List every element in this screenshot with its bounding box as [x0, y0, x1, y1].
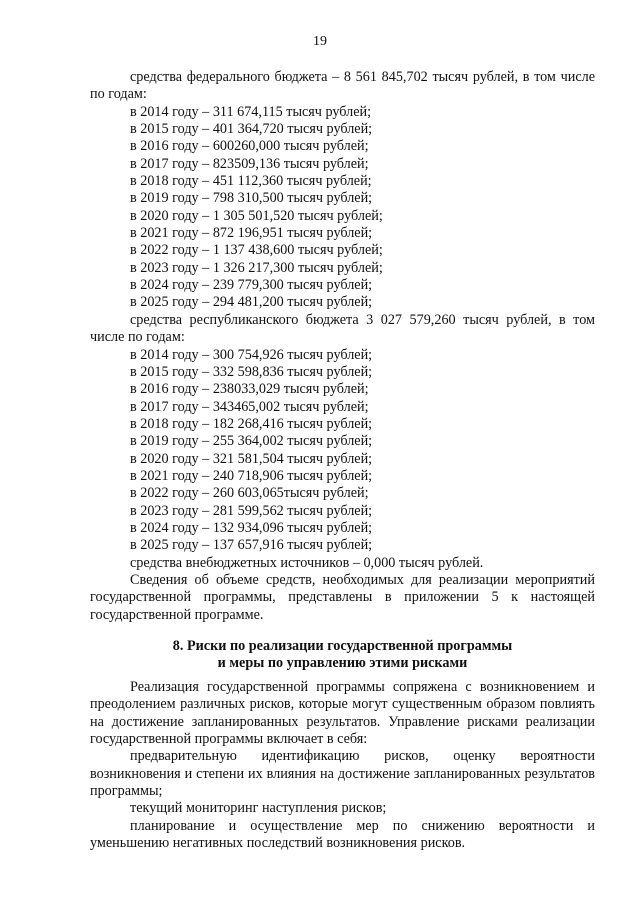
republic-budget-intro: средства республиканского бюджета 3 027 579,260 тысяч рублей, в том числе по годам: [90, 311, 595, 346]
word: идентификацию [261, 748, 360, 765]
word: планирование [130, 817, 215, 834]
list-item: в 2014 году – 300 754,926 тысяч рублей; [130, 346, 373, 363]
info-paragraph: Сведения об объеме средств, необходимых для реализации мероприятий государственной программы, представлены в приложении 5 к настоящей государственной программе. [90, 571, 595, 623]
risk-intro-paragraph: Реализация государственной программы сопряжена с возникновением и преодолением различных рисков, которые могут существенным образом повлиять на достижение запланированных результатов. Управление рисками реализации государственной программы включает в себя: [90, 679, 595, 748]
risk-item-1-rest: возникновения и степени их влияния на достижение запланированных результатов программы; [90, 765, 595, 800]
list-item: в 2017 году – 343465,002 тысяч рублей; [130, 398, 369, 415]
word: предварительную [130, 748, 237, 765]
word: рисков, [384, 748, 429, 765]
word: осуществление [250, 817, 343, 834]
list-item: в 2024 году – 132 934,096 тысяч рублей; [130, 519, 373, 536]
word: вероятности [498, 817, 574, 834]
list-item: в 2015 году – 401 364,720 тысяч рублей; [130, 121, 373, 138]
republic-years-list [90, 347, 595, 555]
federal-budget-intro: средства федерального бюджета – 8 561 845,702 тысяч рублей, в том числе по годам: [90, 69, 595, 103]
list-item: в 2022 году – 1 137 438,600 тысяч рублей; [130, 242, 383, 259]
list-item: в 2025 году – 137 657,916 тысяч рублей; [130, 537, 373, 554]
document-body [90, 69, 595, 852]
list-item: в 2025 году – 294 481,200 тысяч рублей; [130, 294, 373, 311]
extrabudget-sources: средства внебюджетных источников – 0,000 тысяч рублей. [130, 554, 484, 571]
list-item: в 2016 году – 238033,029 тысяч рублей; [130, 381, 369, 398]
risk-item-2: текущий мониторинг наступления рисков; [130, 800, 387, 817]
risk-item-3-rest: уменьшению негативных последствий возникновения рисков. [90, 835, 466, 852]
word: вероятности [520, 748, 595, 765]
word: оценку [453, 748, 496, 765]
section-heading [90, 638, 595, 671]
federal-years-list [90, 104, 595, 312]
risk-item-1-first-line [90, 748, 595, 765]
section-heading-line-1: 8. Риски по реализации государственной программы [172, 638, 513, 654]
page-number: 19 [313, 34, 327, 49]
word: и [587, 817, 595, 834]
list-item: в 2024 году – 239 779,300 тысяч рублей; [130, 277, 373, 294]
list-item: в 2019 году – 255 364,002 тысяч рублей; [130, 433, 373, 450]
word: по [392, 817, 408, 834]
list-item: в 2023 году – 281 599,562 тысяч рублей; [130, 502, 373, 519]
list-item: в 2023 году – 1 326 217,300 тысяч рублей; [130, 259, 383, 276]
list-item: в 2016 году – 600260,000 тысяч рублей; [130, 138, 369, 155]
list-item: в 2018 году – 182 268,416 тысяч рублей; [130, 415, 373, 432]
list-item: в 2021 году – 872 196,951 тысяч рублей; [130, 225, 373, 242]
word: снижению [421, 817, 485, 834]
risk-item-3-first-line [90, 818, 595, 835]
list-item: в 2021 году – 240 718,906 тысяч рублей; [130, 467, 373, 484]
list-item: в 2020 году – 1 305 501,520 тысяч рублей; [130, 207, 383, 224]
list-item: в 2020 году – 321 581,504 тысяч рублей; [130, 450, 373, 467]
list-item: в 2015 году – 332 598,836 тысяч рублей; [130, 363, 373, 380]
word: мер [356, 817, 379, 834]
word: и [228, 817, 237, 834]
list-item: в 2018 году – 451 112,360 тысяч рублей; [130, 173, 372, 190]
section-heading-line-2: и меры по управлению этими рисками [217, 654, 468, 671]
list-item: в 2014 году – 311 674,115 тысяч рублей; [130, 103, 372, 120]
list-item: в 2019 году – 798 310,500 тысяч рублей; [130, 190, 373, 207]
list-item: в 2017 году – 823509,136 тысяч рублей; [130, 155, 369, 172]
list-item: в 2022 году – 260 603,065тысяч рублей; [130, 485, 369, 502]
